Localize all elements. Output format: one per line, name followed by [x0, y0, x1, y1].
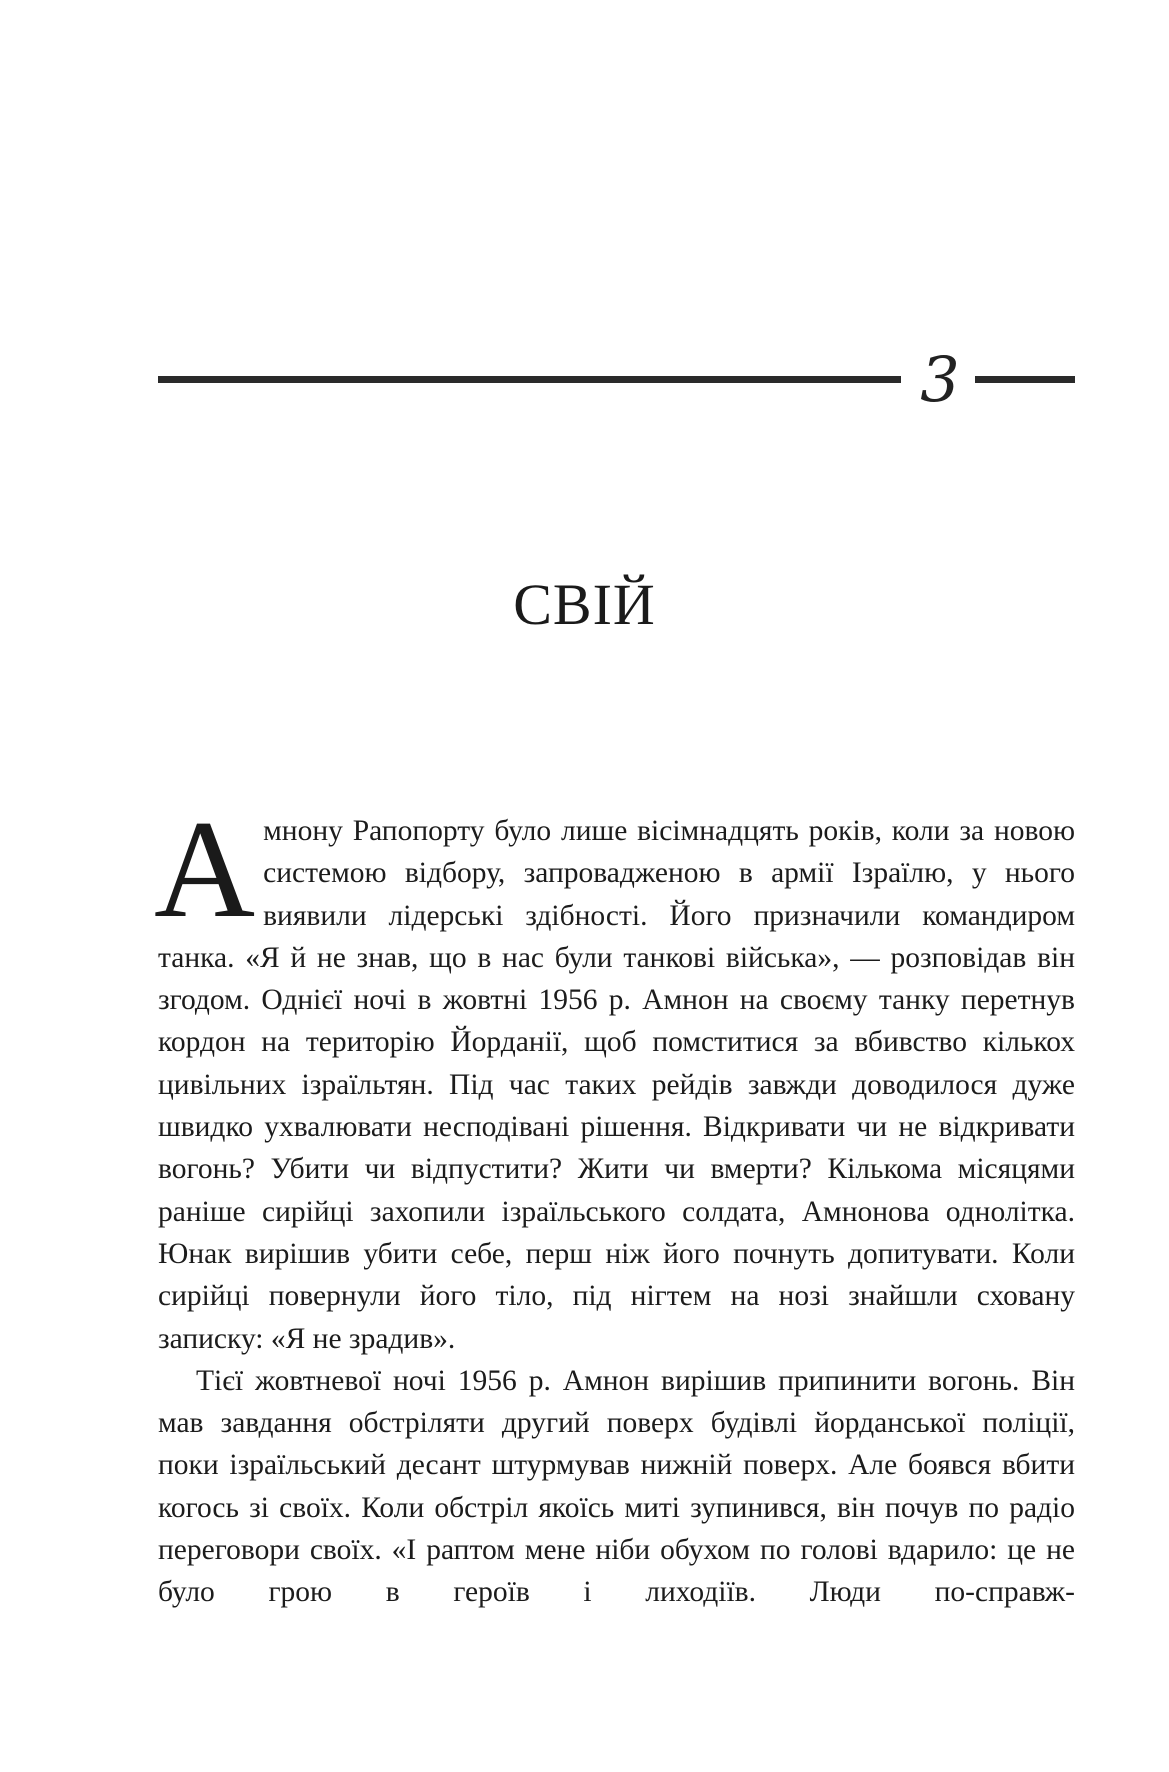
paragraph-1-text: мнону Рапопорту було лише вісімнадцять років, коли за новою системою відбору, запровадженою в армії Ізраїлю, у нього виявили лідерські здібності. Його призначили командиром танка. «Я й не знав, що в нас були танкові війська», — розповідав він згодом. Однієї ночі в жовтні 1956 р. Амнон на своєму танку перетнув кордон на територію Йорданії, щоб помститися за вбивство кількох цивільних ізраїльтян. Під час таких рейдів завжди доводилося дуже швидко ухвалювати несподівані рішення. Відкривати чи не відкривати вогонь? Убити чи відпустити? Жити чи вмерти? Кількома місяцями раніше сирійці захопили ізраїльського солдата, Амнонова однолітка. Юнак вирішив убити себе, перш ніж його почнуть допитувати. Коли сирійці повернули його тіло, під нігтем на нозі знайшли сховану записку: «Я не зрадив». — [158, 815, 1075, 1355]
paragraph-2: Тієї жовтневої ночі 1956 р. Амнон вирішив припинити вогонь. Він мав завдання обстріляти другий поверх будівлі йорданської поліції, поки ізраїльський десант штурмував нижній поверх. Але боявся вбити когось зі своїх. Коли обстріл якоїсь миті зупинився, він почув по радіо переговори своїх. «І раптом мене ніби обухом по голові вдарило: це не було грою в героїв і лиходіїв. Люди по-справж- — [158, 1364, 1075, 1609]
body-text — [154, 792, 1075, 1614]
chapter-number: 3 — [920, 343, 960, 416]
drop-cap: А — [154, 792, 256, 947]
chapter-rule-right — [975, 376, 1075, 383]
chapter-title: СВІЙ — [513, 572, 656, 637]
chapter-header — [158, 345, 1075, 415]
chapter-rule-left — [158, 376, 901, 383]
paragraph-1 — [154, 792, 1075, 1360]
